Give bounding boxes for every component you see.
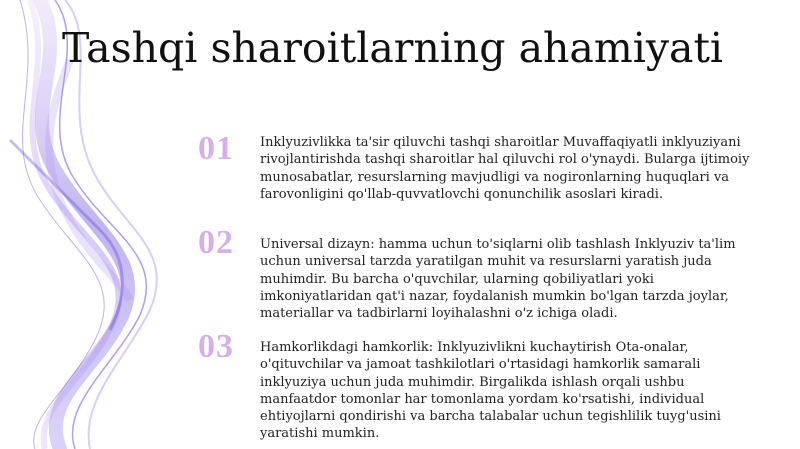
- item-text-03: Hamkorlikdagi hamkorlik: Inklyuzivlikni kuchaytirish Ota-onalar, o'qituvchilar va jamoat tashkilotlari o'rtasidagi hamkorlik samarali inklyuziya uchun juda muhimdir. Birgalikda ishlash orqali ushbu manfaatdor tomonlar har tomonlama yordam ko'rsatishi, individual ehtiyojlarni qondirishi va barcha talabalar uchun tegishlilik tuyg'usini yaratishi mumkin.: [260, 340, 721, 442]
- item-number-03: 03: [198, 328, 234, 365]
- item-text-02: Universal dizayn: hamma uchun to'siqlarni olib tashlash Inklyuziv ta'lim uchun universal tarzda yaratilgan muhit va resurslarni yaratish juda muhimdir. Bu barcha o'quvchilar, ularning qobiliyatlari yoki imkoniyatlaridan qat'i nazar, foydalanish mumkin bo'lgan tarzda joylar, materiallar va tadbirlarni loyihalashni o'z ichiga oladi.: [260, 237, 736, 322]
- slide-title: Tashqi sharoitlarning ahamiyati: [62, 24, 724, 72]
- item-text-01: Inklyuzivlikka ta'sir qiluvchi tashqi sharoitlar Muvaffaqiyatli inklyuziyani rivojlantirishda tashqi sharoitlar hal qiluvchi rol o'ynaydi. Bularga ijtimoiy munosabatlar, resurslarning mavjudligi va nogironlarning huquqlari va farovonligini qo'llab-quvvatlovchi qonunchilik asoslari kiradi.: [260, 135, 750, 202]
- item-number-02: 02: [198, 224, 234, 261]
- item-number-01: 01: [198, 130, 234, 167]
